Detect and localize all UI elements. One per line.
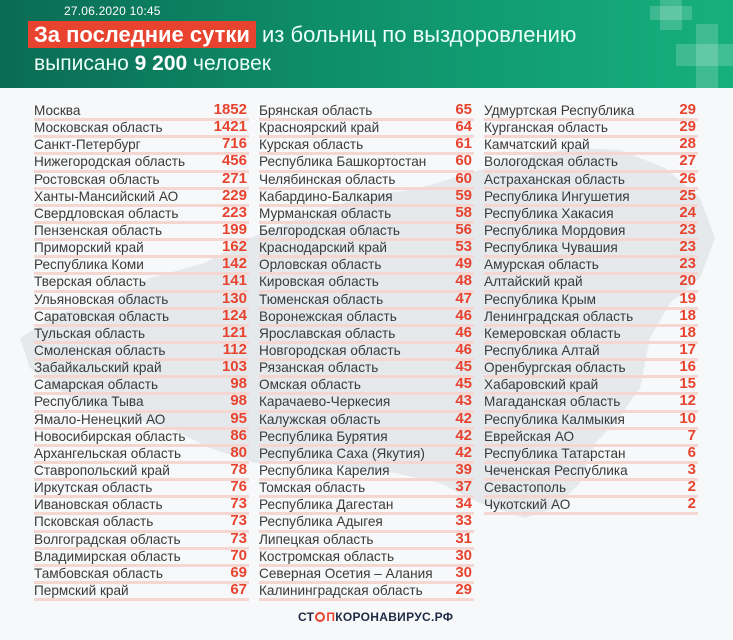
column-3 xyxy=(484,101,698,515)
region-name: Ростовская область xyxy=(34,171,160,187)
total-discharged: 9 200 xyxy=(134,52,188,75)
region-name: Кемеровская область xyxy=(484,325,621,341)
subheadline-prefix: выписано xyxy=(34,52,135,75)
discharged-count: 15 xyxy=(679,375,696,393)
plus-decoration-icon xyxy=(650,6,692,20)
table-row xyxy=(484,495,698,515)
discharged-count: 28 xyxy=(679,135,696,153)
region-name: Оренбургская область xyxy=(484,360,626,376)
discharged-count: 80 xyxy=(230,443,247,461)
region-name: Республика Калмыкия xyxy=(484,411,625,427)
discharged-count: 46 xyxy=(455,306,472,324)
discharged-count: 59 xyxy=(455,186,472,204)
region-name: Свердловская область xyxy=(34,205,179,221)
region-name: Ленинградская область xyxy=(484,308,634,324)
region-name: Ямало-Ненецкий АО xyxy=(34,411,166,427)
region-name: Республика Алтай xyxy=(484,342,600,358)
timestamp: 27.06.2020 10:45 xyxy=(64,4,161,18)
region-name: Республика Карелия xyxy=(259,462,390,478)
discharged-count: 20 xyxy=(679,272,696,290)
region-name: Ярославская область xyxy=(259,325,396,341)
region-name: Карачаево-Черкесия xyxy=(259,394,391,410)
discharged-count: 70 xyxy=(230,546,247,564)
discharged-count: 29 xyxy=(679,101,696,118)
discharged-count: 12 xyxy=(679,392,696,410)
region-name: Новгородская область xyxy=(259,342,401,358)
discharged-count: 25 xyxy=(679,186,696,204)
discharged-count: 18 xyxy=(679,323,696,341)
discharged-count: 1421 xyxy=(213,118,247,136)
discharged-count: 16 xyxy=(679,358,696,376)
discharged-count: 29 xyxy=(455,580,472,598)
discharged-count: 121 xyxy=(221,323,247,341)
subheadline xyxy=(34,52,271,76)
discharged-count: 6 xyxy=(687,443,696,461)
discharged-count: 37 xyxy=(455,478,472,496)
region-name: Рязанская область xyxy=(259,360,379,376)
discharged-count: 42 xyxy=(455,409,472,427)
region-name: Республика Татарстан xyxy=(484,445,626,461)
discharged-count: 2 xyxy=(687,478,696,496)
logo-part-2: П xyxy=(326,610,336,624)
region-name: Саратовская область xyxy=(34,308,170,324)
region-name: Республика Дагестан xyxy=(259,497,394,513)
discharged-count: 199 xyxy=(221,220,247,238)
discharged-count: 27 xyxy=(679,152,696,170)
discharged-count: 73 xyxy=(230,512,247,530)
discharged-count: 45 xyxy=(455,375,472,393)
discharged-count: 42 xyxy=(455,443,472,461)
discharged-count: 98 xyxy=(230,392,247,410)
region-name: Самарская область xyxy=(34,377,159,393)
discharged-count: 60 xyxy=(455,152,472,170)
headline-rest: из больниц по выздоровлению xyxy=(255,22,577,47)
discharged-count: 42 xyxy=(455,426,472,444)
discharged-count: 65 xyxy=(455,101,472,118)
logo-part-3: КОРОНАВИРУС.РФ xyxy=(335,610,454,624)
discharged-count: 142 xyxy=(221,255,247,273)
region-name: Республика Тыва xyxy=(34,394,144,410)
discharged-count: 26 xyxy=(679,169,696,187)
region-name: Алтайский край xyxy=(484,274,583,290)
region-name: Астраханская область xyxy=(484,171,625,187)
header-banner xyxy=(0,0,733,88)
discharged-count: 73 xyxy=(230,495,247,513)
subheadline-suffix: человек xyxy=(187,52,271,75)
discharged-count: 47 xyxy=(455,289,472,307)
discharged-count: 56 xyxy=(455,220,472,238)
region-name: Волгоградская область xyxy=(34,531,181,547)
discharged-count: 67 xyxy=(230,580,247,598)
region-name: Республика Чувашия xyxy=(484,240,618,256)
discharged-count: 46 xyxy=(455,340,472,358)
discharged-count: 130 xyxy=(221,289,247,307)
region-name: Республика Коми xyxy=(34,257,144,273)
region-name: Санкт-Петербург xyxy=(34,137,141,153)
region-name: Вологодская область xyxy=(484,154,618,170)
region-name: Республика Крым xyxy=(484,291,597,307)
region-name: Московская область xyxy=(34,120,163,136)
region-name: Удмуртская Республика xyxy=(484,103,635,118)
region-name: Еврейская АО xyxy=(484,428,575,444)
discharged-count: 73 xyxy=(230,529,247,547)
region-name: Северная Осетия – Алания xyxy=(259,565,433,581)
table-row xyxy=(259,580,474,601)
region-name: Республика Ингушетия xyxy=(484,188,630,204)
discharged-count: 30 xyxy=(455,563,472,581)
discharged-count: 58 xyxy=(455,203,472,221)
discharged-count: 33 xyxy=(455,512,472,530)
logo-part-1: СТ xyxy=(298,610,315,624)
discharged-count: 716 xyxy=(221,135,247,153)
discharged-count: 271 xyxy=(221,169,247,187)
discharged-count: 23 xyxy=(679,238,696,256)
column-1 xyxy=(34,101,249,601)
region-name: Приморский край xyxy=(34,240,144,256)
region-name: Архангельская область xyxy=(34,445,182,461)
region-name: Воронежская область xyxy=(259,308,397,324)
discharged-count: 76 xyxy=(230,478,247,496)
logo xyxy=(298,610,453,624)
headline-highlight: За последние сутки xyxy=(28,21,256,48)
discharged-count: 61 xyxy=(455,135,472,153)
region-name: Камчатский край xyxy=(484,137,590,153)
region-name: Калужская область xyxy=(259,411,381,427)
region-name: Владимирская область xyxy=(34,548,181,564)
region-name: Смоленская область xyxy=(34,342,166,358)
region-name: Республика Мордовия xyxy=(484,222,626,238)
region-name: Тульская область xyxy=(34,325,146,341)
region-name: Республика Башкортостан xyxy=(259,154,427,170)
region-name: Омская область xyxy=(259,377,361,393)
discharged-count: 23 xyxy=(679,220,696,238)
region-name: Мурманская область xyxy=(259,205,392,221)
region-name: Кировская область xyxy=(259,274,379,290)
region-name: Амурская область xyxy=(484,257,599,273)
discharged-count: 124 xyxy=(221,306,247,324)
discharged-count: 23 xyxy=(679,255,696,273)
region-name: Липецкая область xyxy=(259,531,374,547)
region-name: Москва xyxy=(34,103,81,118)
region-name: Пензенская область xyxy=(34,222,163,238)
discharged-count: 64 xyxy=(455,118,472,136)
region-name: Тюменская область xyxy=(259,291,384,307)
discharged-count: 456 xyxy=(221,152,247,170)
region-name: Томская область xyxy=(259,480,366,496)
region-name: Краснодарский край xyxy=(259,240,388,256)
region-name: Севастополь xyxy=(484,480,567,496)
region-name: Челябинская область xyxy=(259,171,396,187)
region-name: Костромская область xyxy=(259,548,395,564)
discharged-count: 39 xyxy=(455,460,472,478)
discharged-count: 229 xyxy=(221,186,247,204)
discharged-count: 45 xyxy=(455,358,472,376)
region-name: Иркутская область xyxy=(34,480,153,496)
discharged-count: 24 xyxy=(679,203,696,221)
discharged-count: 3 xyxy=(687,460,696,478)
discharged-count: 53 xyxy=(455,238,472,256)
discharged-count: 69 xyxy=(230,563,247,581)
discharged-count: 60 xyxy=(455,169,472,187)
region-name: Орловская область xyxy=(259,257,382,273)
region-name: Ульяновская область xyxy=(34,291,169,307)
region-name: Республика Адыгея xyxy=(259,514,383,530)
region-name: Курганская область xyxy=(484,120,608,136)
region-name: Брянская область xyxy=(259,103,373,118)
discharged-count: 86 xyxy=(230,426,247,444)
discharged-count: 7 xyxy=(687,426,696,444)
region-name: Чеченская Республика xyxy=(484,462,628,478)
discharged-count: 141 xyxy=(221,272,247,290)
region-name: Белгородская область xyxy=(259,222,401,238)
discharged-count: 1852 xyxy=(213,101,247,118)
discharged-count: 112 xyxy=(222,340,247,358)
region-name: Псковская область xyxy=(34,514,154,530)
region-name: Магаданская область xyxy=(484,394,621,410)
region-name: Пермский край xyxy=(34,582,129,598)
region-name: Республика Бурятия xyxy=(259,428,388,444)
discharged-count: 31 xyxy=(455,529,472,547)
discharged-count: 98 xyxy=(230,375,247,393)
discharged-count: 48 xyxy=(455,272,472,290)
region-name: Калининградская область xyxy=(259,582,423,598)
discharged-count: 29 xyxy=(679,118,696,136)
discharged-count: 18 xyxy=(679,306,696,324)
discharged-count: 34 xyxy=(455,495,472,513)
column-2 xyxy=(259,101,474,601)
discharged-count: 95 xyxy=(230,409,247,427)
discharged-count: 43 xyxy=(455,392,472,410)
region-name: Новосибирская область xyxy=(34,428,186,444)
discharged-count: 10 xyxy=(679,409,696,427)
plus-decoration-icon xyxy=(676,44,733,66)
region-name: Курская область xyxy=(259,137,364,153)
region-name: Кабардино-Балкария xyxy=(259,188,393,204)
region-name: Ставропольский край xyxy=(34,462,170,478)
stop-sign-icon xyxy=(315,612,325,622)
discharged-count: 17 xyxy=(679,340,696,358)
discharged-count: 103 xyxy=(221,358,247,376)
region-name: Нижегородская область xyxy=(34,154,186,170)
table-row xyxy=(34,580,249,601)
discharged-count: 223 xyxy=(221,203,247,221)
region-name: Республика Саха (Якутия) xyxy=(259,445,425,461)
discharged-count: 19 xyxy=(679,289,696,307)
region-name: Красноярский край xyxy=(259,120,380,136)
region-name: Ханты-Мансийский АО xyxy=(34,188,179,204)
discharged-count: 49 xyxy=(455,255,472,273)
region-name: Республика Хакасия xyxy=(484,205,614,221)
discharged-count: 162 xyxy=(221,238,247,256)
region-name: Тверская область xyxy=(34,274,146,290)
region-name: Хабаровский край xyxy=(484,377,599,393)
region-name: Забайкальский край xyxy=(34,360,162,376)
discharged-count: 78 xyxy=(230,460,247,478)
region-name: Тамбовская область xyxy=(34,565,163,581)
discharged-count: 2 xyxy=(687,495,696,513)
headline xyxy=(34,22,576,48)
discharged-count: 46 xyxy=(455,323,472,341)
region-name: Ивановская область xyxy=(34,497,163,513)
region-name: Чукотский АО xyxy=(484,497,571,513)
discharged-count: 30 xyxy=(455,546,472,564)
